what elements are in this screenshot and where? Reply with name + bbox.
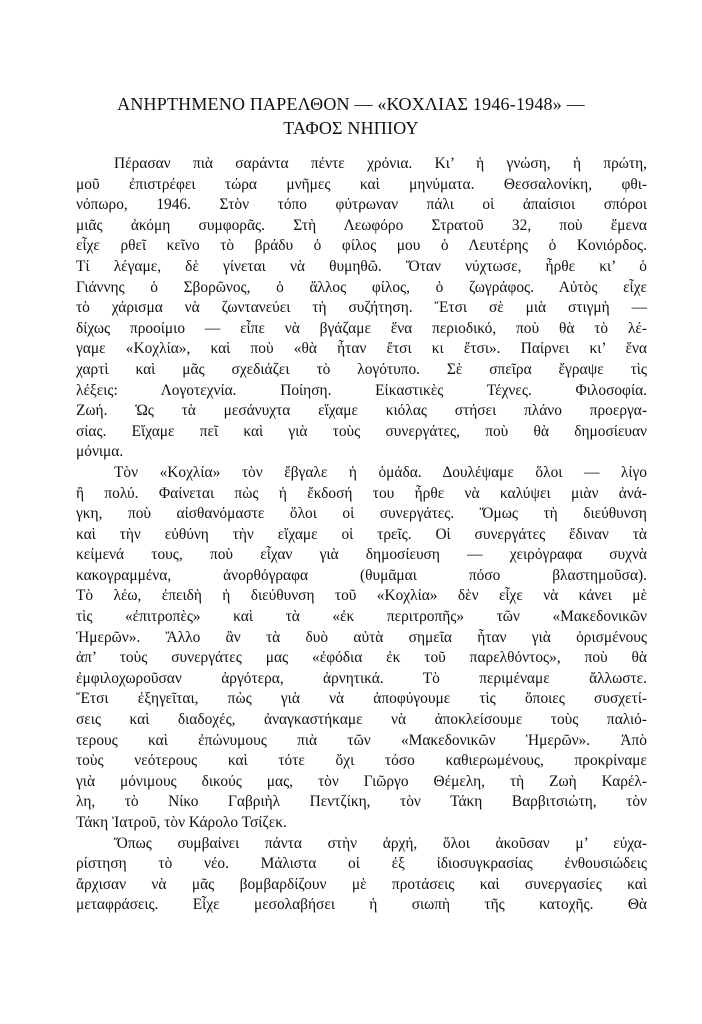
text-line: Πέρασαν πιὰ σαράντα πέντε χρόνια. Κι’ ἡ γνώση, ἡ πρώτη, <box>114 155 647 172</box>
text-line: Ὅπως συμβαίνει πάντα στὴν ἀρχή, ὅλοι ἀκοῦσαν μ’ εὐχα- <box>114 834 647 852</box>
text-line: δίχως προοίμιο — εἶπε νὰ βγάζαμε ἕνα περιοδικό, ποὺ θὰ τὸ λέ- <box>76 319 647 337</box>
text-line: Τί λέγαμε, δὲ γίνεται νὰ θυμηθῶ. Ὅταν νύχτωσε, ἦρθε κι’ ὁ <box>76 257 647 275</box>
text-line: ἀπ’ τοὺς συνεργάτες μας «ἐφόδια ἐκ τοῦ παρελθόντος», ποὺ θὰ <box>76 649 647 667</box>
text-line: Τὸν «Κοχλία» τὸν ἔβγαλε ἡ ὁμάδα. Δουλέψαμε ὅλοι — λίγο <box>114 463 647 481</box>
text-line: γαμε «Κοχλία», καὶ ποὺ «θὰ ἦταν ἔτσι κι ἔτσι». Παίρνει κι’ ἕνα <box>76 340 647 358</box>
paragraph <box>76 463 647 834</box>
text-line: γιὰ μόνιμους δικούς μας, τὸν Γιῶργο Θέμελη, τὴ Ζωὴ Καρέλ- <box>76 772 647 790</box>
paragraph <box>76 154 647 463</box>
text-line: Τάκη Ἰατροῦ, τὸν Κάρολο Τσίζεκ. <box>76 814 287 831</box>
text-line: νόπωρο, 1946. Στὸν τόπο φύτρωναν πάλι οἱ ἀπαίσιοι σπόροι <box>76 196 647 214</box>
text-line: Ἔτσι ἐξηγεῖται, πὼς γιὰ νὰ ἀποφύγουμε τὶς ὅποιες συσχετί- <box>76 690 647 708</box>
text-line: κακογραμμένα, ἀνορθόγραφα (θυμᾶμαι πόσο βλαστημοῦσα). <box>76 566 647 584</box>
chapter-title-line-1: ΑΝΗΡΤΗΜΕΝΟ ΠΑΡΕΛΘΟΝ — «ΚΟΧΛΙΑΣ 1946-1948» — <box>117 94 585 114</box>
text-line: ἄρχισαν νὰ μᾶς βομβαρδίζουν μὲ προτάσεις καὶ συνεργασίες καὶ <box>76 875 647 893</box>
text-line: Τὸ λέω, ἐπειδὴ ἡ διεύθυνση τοῦ «Κοχλία» δὲν εἶχε νὰ κάνει μὲ <box>76 587 647 605</box>
text-line: ἐμφιλοχωροῦσαν ἀργότερα, ἀρνητικά. Τὸ περιμέναμε ἄλλωστε. <box>76 669 647 687</box>
text-line: εἶχε ρθεῖ κεῖνο τὸ βράδυ ὁ φίλος μου ὁ Λευτέρης ὁ Κονιόρδος. <box>76 237 647 255</box>
text-line: σεις καὶ διαδοχές, ἀναγκαστήκαμε νὰ ἀποκλείσουμε τοὺς παλιό- <box>76 711 647 729</box>
text-line: καὶ τὴν εὐθύνη τὴν εἴχαμε οἱ τρεῖς. Οἱ συνεργάτες ἔδιναν τὰ <box>76 525 647 543</box>
text-line: μόνιμα. <box>76 443 124 461</box>
text-line: ἢ πολύ. Φαίνεται πὼς ἡ ἔκδοσή του ἦρθε νὰ καλύψει μιὰν ἀνά- <box>76 484 647 502</box>
text-line: μιᾶς ἀκόμη συμφορᾶς. Στὴ Λεωφόρο Στρατοῦ 32, ποὺ ἔμενα <box>76 216 647 234</box>
text-line: τὸ χάρισμα νὰ ζωντανεύει τὴ συζήτηση. Ἔτσι σὲ μιὰ στιγμὴ — <box>76 299 647 317</box>
text-line: Ζωή. Ὡς τὰ μεσάνυχτα εἴχαμε κιόλας στήσει πλάνο προεργα- <box>76 402 647 420</box>
text-line: Γιάννης ὁ Σβορῶνος, ὁ ἄλλος φίλος, ὁ ζωγράφος. Αὐτὸς εἶχε <box>76 278 647 296</box>
text-line: τοὺς νεότερους καὶ τότε ὄχι τόσο καθιερωμένους, προκρίναμε <box>76 752 647 770</box>
text-line: σίας. Εἴχαμε πεῖ καὶ γιὰ τοὺς συνεργάτες, ποὺ θὰ δημοσίευαν <box>76 422 647 440</box>
text-line: μεταφράσεις. Εἶχε μεσολαβήσει ἡ σιωπὴ τῆς κατοχῆς. Θὰ <box>76 896 647 914</box>
text-line: χαρτὶ καὶ μᾶς σχεδιάζει τὸ λογότυπο. Σὲ σπεῖρα ἔγραψε τὶς <box>76 360 647 378</box>
text-line: τὶς «ἐπιτροπὲς» καὶ τὰ «ἐκ περιτροπῆς» τῶν «Μακεδονικῶν <box>76 608 647 626</box>
text-line: Ἡμερῶν». Ἄλλο ἂν τὰ δυὸ αὐτὰ σημεῖα ἦταν γιὰ ὁρισμένους <box>76 628 647 646</box>
text-line: γκη, ποὺ αἰσθανόμαστε ὅλοι οἱ συνεργάτες. Ὅμως τὴ διεύθυνση <box>76 505 647 523</box>
text-line: τερους καὶ ἐπώνυμους πιὰ τῶν «Μακεδονικῶν Ἡμερῶν». Ἀπὸ <box>76 731 647 749</box>
text-line: μοῦ ἐπιστρέφει τώρα μνῆμες καὶ μηνύματα. Θεσσαλονίκη, φθι- <box>76 175 647 193</box>
text-line: κείμενά τους, ποὺ εἶχαν γιὰ δημοσίευση — χειρόγραφα συχνὰ <box>76 546 647 564</box>
body-text <box>76 154 647 916</box>
text-line: ρίστηση τὸ νέο. Μάλιστα οἱ ἐξ ἰδιοσυγκρασίας ἐνθουσιώδεις <box>76 855 647 873</box>
paragraph <box>76 834 647 916</box>
text-line: λέξεις: Λογοτεχνία. Ποίηση. Εἰκαστικὲς Τέχνες. Φιλοσοφία. <box>76 381 647 399</box>
chapter-title <box>60 92 642 140</box>
text-line: λη, τὸ Νίκο Γαβριὴλ Πεντζίκη, τὸν Τάκη Βαρβιτσιώτη, τὸν <box>76 793 647 811</box>
chapter-title-line-2: ΤΑΦΟΣ ΝΗΠΙΟΥ <box>283 118 419 138</box>
